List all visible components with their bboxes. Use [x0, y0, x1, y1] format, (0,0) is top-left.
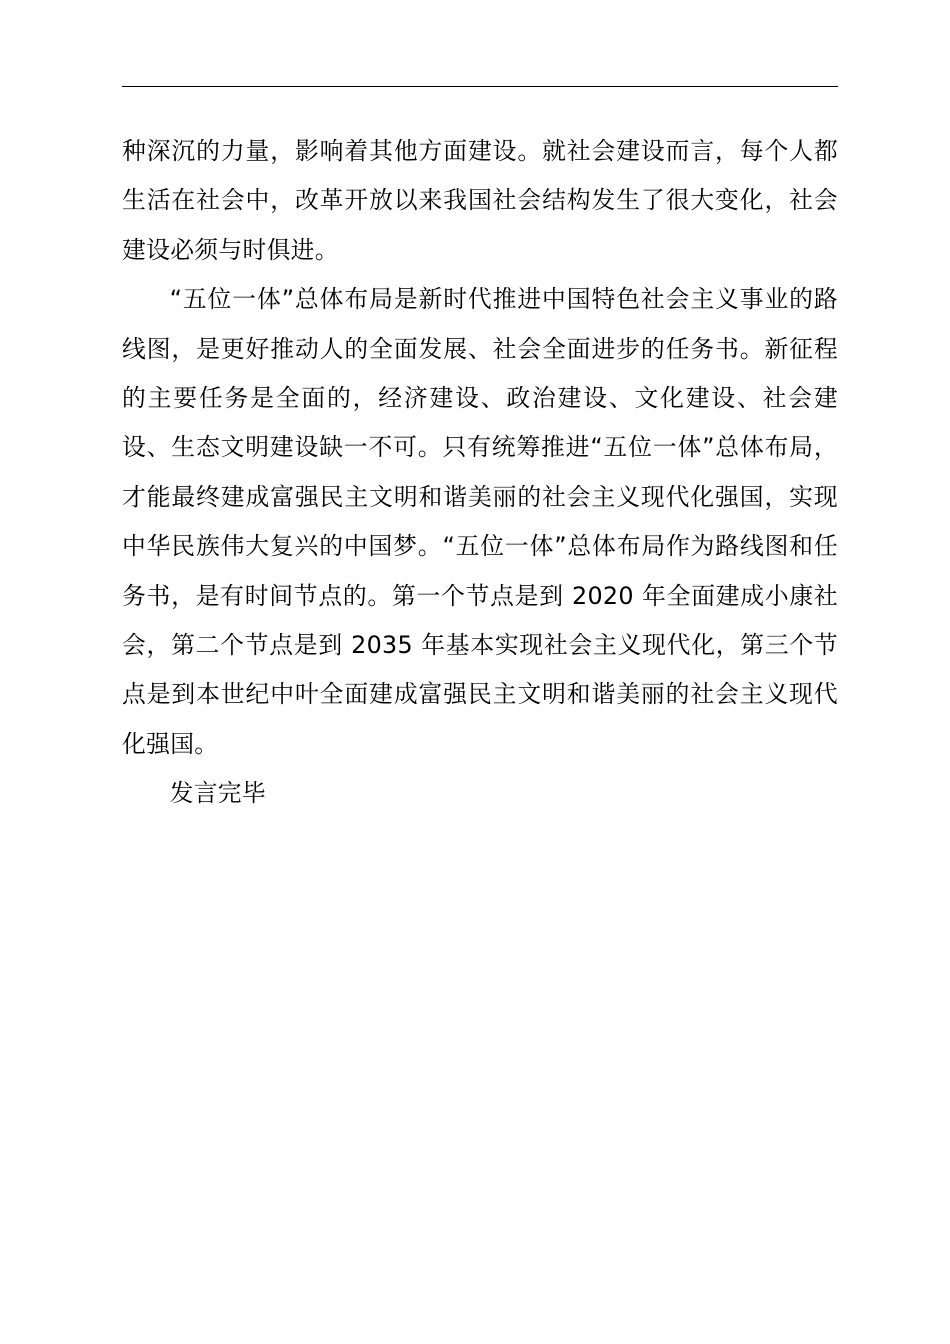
header-rule [122, 86, 838, 87]
paragraph-continued: 种深沉的力量，影响着其他方面建设。就社会建设而言，每个人都生活在社会中，改革开放以来我国社会结构发生了很大变化，社会建设必须与时俱进。 [122, 137, 838, 264]
paragraph-closing: 发言完毕 [169, 779, 266, 808]
document-body [122, 127, 838, 819]
paragraph-five-in-one: “五位一体”总体布局是新时代推进中国特色社会主义事业的路线图，是更好推动人的全面发展、社会全面进步的任务书。新征程的主要任务是全面的，经济建设、政治建设、文化建设、社会建设、生态文明建设缺一不可。只有统筹推进“五位一体”总体布局，才能最终建成富强民主文明和谐美丽的社会主义现代化强国，实现中华民族伟大复兴的中国梦。“五位一体”总体布局作为路线图和任务书，是有时间节点的。第一个节点是到 2020 年全面建成小康社会，第二个节点是到 2035 年基本实现社会主义现代化，第三个节点是到本世纪中叶全面建成富强民主文明和谐美丽的社会主义现代化强国。 [122, 285, 838, 758]
